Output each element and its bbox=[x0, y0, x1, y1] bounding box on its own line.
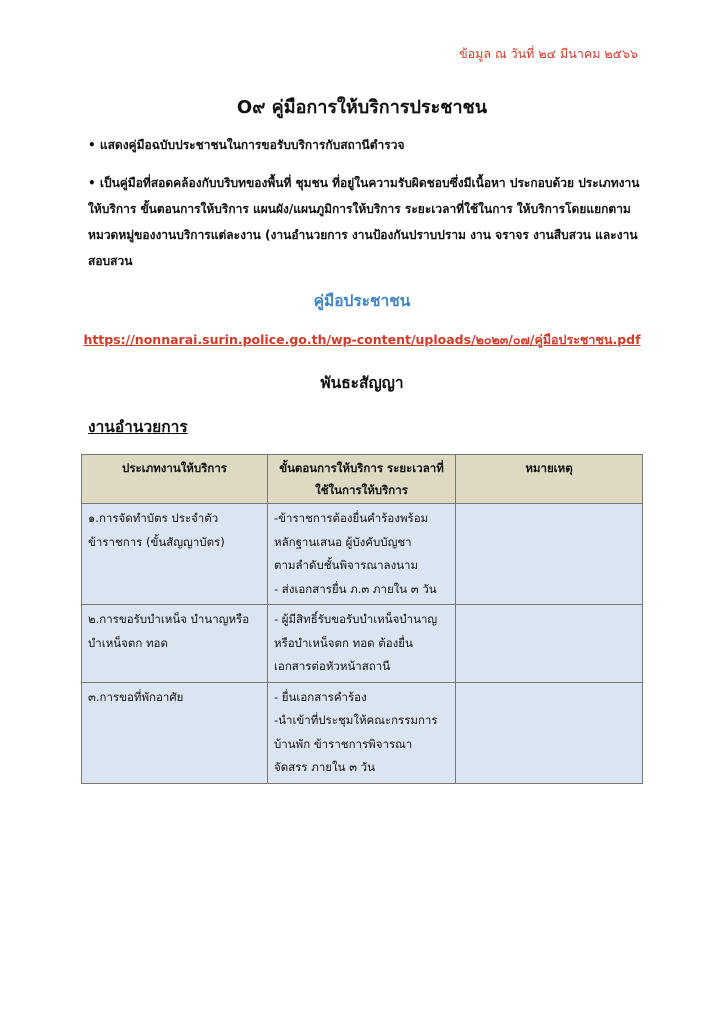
cell-line: ๓.การขอที่พักอาศัย bbox=[88, 689, 184, 704]
cell-line: ข้าราชการ (ขั้นสัญญาบัตร) bbox=[88, 534, 225, 549]
cell-line: ตามลำดับชั้นพิจารณาลงนาม bbox=[274, 558, 419, 572]
cell-service-type bbox=[82, 504, 268, 605]
cell-note bbox=[456, 682, 643, 783]
cell-line: บ้านพัก ข้าราชการพิจารณา bbox=[274, 736, 413, 751]
cell-line: จัดสรร ภายใน ๓ วัน bbox=[274, 760, 375, 774]
cell-note bbox=[456, 504, 643, 605]
cell-service-steps bbox=[268, 504, 456, 605]
manual-heading: คู่มือประชาชน bbox=[313, 292, 411, 310]
data-date: ข้อมูล ณ วันที่ ๒๔ มีนาคม ๒๕๖๖ bbox=[459, 46, 638, 61]
service-table bbox=[81, 454, 643, 784]
cell-line: - ผู้มีสิทธิ์รับขอรับบำเหน็จบำนาญ bbox=[274, 612, 438, 626]
cell-line: บำเหน็จตก ทอด bbox=[88, 635, 168, 650]
description-item-1: • แสดงคู่มือฉบับประชาชนในการขอรับบริการกับสถานีตำรวจ bbox=[88, 138, 405, 152]
cell-line: -นำเข้าที่ประชุมให้คณะกรรมการ bbox=[274, 713, 438, 727]
cell-line: ๑.การจัดทำบัตร ประจำตัว bbox=[88, 511, 219, 525]
page-title: O๙ คู่มือการให้บริการประชาชน bbox=[236, 97, 488, 118]
cell-line: ๒.การขอรับบำเหน็จ บำนาญหรือ bbox=[88, 612, 250, 626]
section-heading-administration: งานอำนวยการ bbox=[88, 418, 188, 436]
cell-line: -ข้าราชการต้องยื่นคำร้องพร้อม bbox=[274, 511, 429, 525]
table-row bbox=[82, 682, 643, 783]
header-service-type: ประเภทงานให้บริการ bbox=[82, 455, 268, 504]
manual-pdf-link[interactable]: https://nonnarai.surin.police.go.th/wp-content/uploads/๒๐๒๓/๐๗/คู่มือประชาชน.pdf bbox=[83, 332, 641, 347]
description-item-2: • เป็นคู่มือที่สอดคล้องกับบริบทของพื้นที่ ชุมชน ที่อยู่ในความรับผิดชอบซึ่งมีเนื้อหา ประกอบด้วย ประเภทงานให้บริการ ขั้นตอนการให้บริการ แผนผัง/แผนภูมิการให้บริการ ระยะเวลาที่ใช้ในการ ให้บริการโดยแยกตามหมวดหมู่ของงานบริการแต่ละงาน (งานอำนวยการ งานป้องกันปราบปราม งาน จราจร งานสืบสวน และงานสอบสวน bbox=[88, 176, 640, 268]
cell-service-steps bbox=[268, 682, 456, 783]
cell-line: - ยื่นเอกสารคำร้อง bbox=[274, 689, 367, 704]
cell-service-type bbox=[82, 605, 268, 683]
description-list bbox=[88, 134, 640, 288]
cell-line: หรือบำเหน็จตก ทอด ต้องยื่น bbox=[274, 635, 413, 650]
commitment-heading: พันธะสัญญา bbox=[320, 374, 404, 392]
cell-note bbox=[456, 605, 643, 683]
cell-line: หลักฐานเสนอ ผู้บังคับบัญชา bbox=[274, 534, 412, 549]
header-service-steps: ขั้นตอนการให้บริการ ระยะเวลาที่ใช้ในการให้บริการ bbox=[268, 455, 456, 504]
cell-service-type bbox=[82, 682, 268, 783]
table-row bbox=[82, 504, 643, 605]
table-header-row bbox=[82, 455, 643, 504]
table-row bbox=[82, 605, 643, 683]
header-note: หมายเหตุ bbox=[456, 455, 643, 504]
cell-line: เอกสารต่อหัวหน้าสถานี bbox=[274, 659, 391, 673]
cell-service-steps bbox=[268, 605, 456, 683]
cell-line: - ส่งเอกสารยื่น ภ.๓ ภายใน ๓ วัน bbox=[274, 581, 437, 596]
